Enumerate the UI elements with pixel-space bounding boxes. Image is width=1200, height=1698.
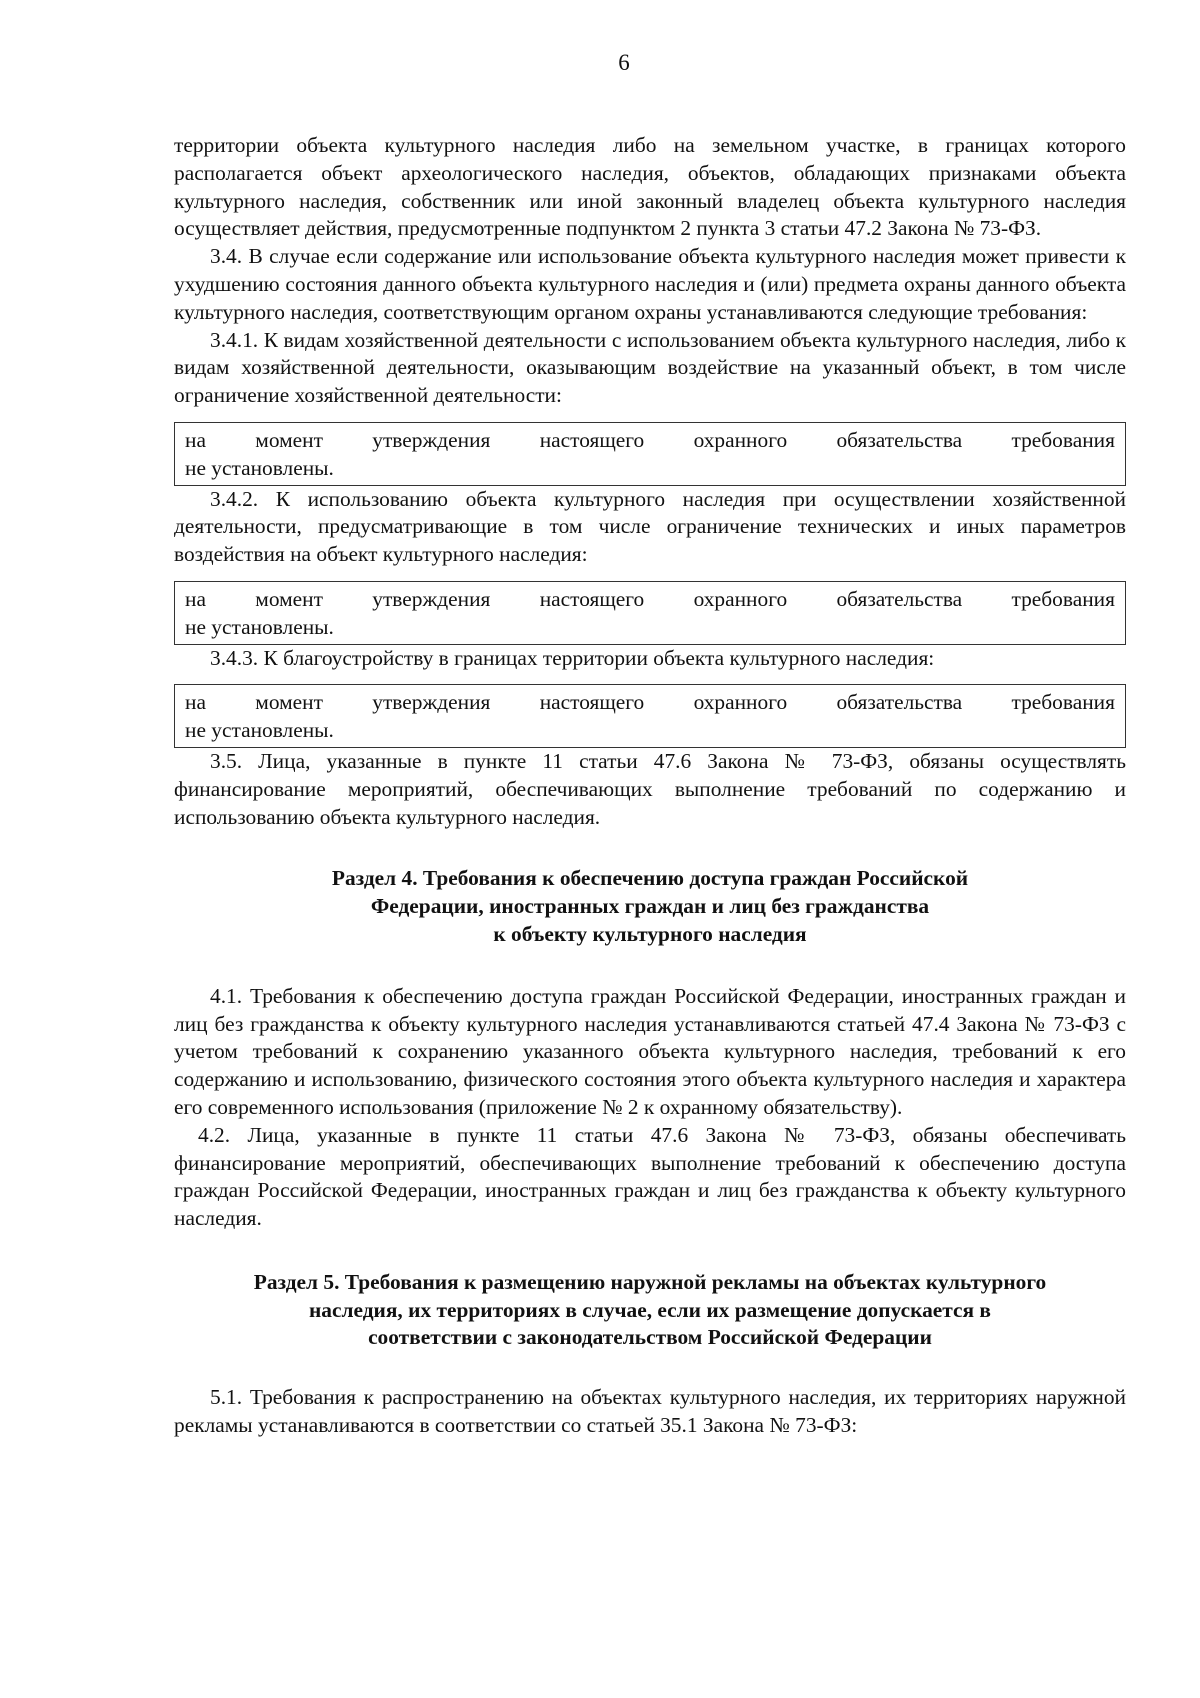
box-line-1: [185, 427, 1115, 455]
box-word: на: [185, 427, 206, 452]
section-4-heading-line: к объекту культурного наследия: [493, 921, 807, 946]
section-5-heading-line: Раздел 5. Требования к размещению наружной рекламы на объектах культурного: [253, 1269, 1047, 1294]
paragraph-3-4-3: 3.4.3. К благоустройству в границах территории объекта культурного наследия:: [210, 645, 935, 670]
box-word: настоящего: [539, 427, 645, 452]
box-line-1: [185, 689, 1115, 717]
box-word: требования: [1011, 586, 1115, 611]
box-word: обязательства: [836, 586, 963, 611]
paragraph-3-4-1: 3.4.1. К видам хозяйственной деятельности с использованием объекта культурного наследия, либо к видам хозяйственной деятельности, оказывающим воздействие на указанный объект, в том числе ограничение хозяйственной деятельности:: [174, 327, 1126, 408]
paragraph-3-4: 3.4. В случае если содержание или использование объекта культурного наследия может привести к ухудшению состояния данного объекта культурного наследия и (или) предмета охраны данного объекта культурного наследия, соответствующим органом охраны устанавливаются следующие требования:: [174, 244, 1126, 324]
section-5-heading-line: соответствии с законодательством Российской Федерации: [368, 1325, 932, 1350]
box-word: охранного: [693, 586, 788, 611]
box-line-2: не установлены.: [185, 455, 334, 480]
requirements-box-1: [174, 422, 1126, 486]
box-word: на: [185, 586, 206, 611]
section-4-heading-line: Раздел 4. Требования к обеспечению доступа граждан Российской: [331, 866, 969, 891]
box-word: момент: [255, 690, 323, 715]
box-line-2: не установлены.: [185, 718, 334, 743]
paragraph-continuation: территории объекта культурного наследия либо на земельном участке, в границах которого располагается объект археологического наследия, объектов, обладающих признаками объекта культурного наследия, собственник или иной законный владелец объекта культурного наследия осуществляет действия, предусмотренные подпунктом 2 пункта 3 статьи 47.2 Закона № 73-ФЗ.: [174, 133, 1126, 241]
box-word: утверждения: [372, 427, 491, 452]
requirements-box-3: [174, 684, 1126, 748]
section-4-heading: [174, 865, 1126, 948]
paragraph-4-2: 4.2. Лица, указанные в пункте 11 статьи 47.6 Закона № 73-ФЗ, обязаны обеспечивать финансирование мероприятий, обеспечивающих выполнение требований к обеспечению доступа граждан Российской Федерации, иностранных граждан и лиц без гражданства к объекту культурного наследия.: [174, 1122, 1126, 1231]
paragraph-3-4-2: 3.4.2. К использованию объекта культурного наследия при осуществлении хозяйственной деятельности, предусматривающие в том числе ограничение технических и иных параметров воздействия на объект культурного наследия:: [174, 486, 1126, 567]
paragraph-4-1: 4.1. Требования к обеспечению доступа граждан Российской Федерации, иностранных граждан и лиц без гражданства к объекту культурного наследия устанавливаются статьей 47.4 Закона № 73-ФЗ с учетом требований к сохранению указанного объекта культурного наследия, требований к его содержанию и использованию, физического состояния этого объекта культурного наследия и характера его современного использования (приложение № 2 к охранному обязательству).: [174, 983, 1126, 1119]
box-word: требования: [1011, 690, 1115, 715]
box-word: охранного: [693, 690, 788, 715]
paragraph-5-1: 5.1. Требования к распространению на объектах культурного наследия, их территориях наружной рекламы устанавливаются в соответствии со статьей 35.1 Закона № 73-ФЗ:: [174, 1385, 1126, 1438]
box-word: утверждения: [372, 586, 491, 611]
requirements-box-2: [174, 581, 1126, 645]
section-5-heading-line: наследия, их территориях в случае, если их размещение допускается в: [308, 1297, 991, 1322]
box-word: охранного: [693, 427, 788, 452]
box-word: настоящего: [539, 586, 645, 611]
document-page: [174, 48, 1126, 1440]
section-4-heading-line: Федерации, иностранных граждан и лиц без гражданства: [370, 894, 930, 919]
box-word: момент: [255, 586, 323, 611]
box-line-2: не установлены.: [185, 614, 334, 639]
box-word: обязательства: [836, 427, 963, 452]
box-word: утверждения: [372, 690, 491, 715]
box-word: настоящего: [539, 690, 645, 715]
box-word: на: [185, 690, 206, 715]
paragraph-3-5: 3.5. Лица, указанные в пункте 11 статьи 47.6 Закона № 73-ФЗ, обязаны осуществлять финансирование мероприятий, обеспечивающих выполнение требований по содержанию и использованию объекта культурного наследия.: [174, 748, 1126, 829]
box-word: требования: [1011, 427, 1115, 452]
section-5-heading: [174, 1269, 1126, 1352]
page-number: 6: [618, 50, 630, 75]
box-word: момент: [255, 427, 323, 452]
box-word: обязательства: [836, 690, 963, 715]
box-line-1: [185, 586, 1115, 614]
